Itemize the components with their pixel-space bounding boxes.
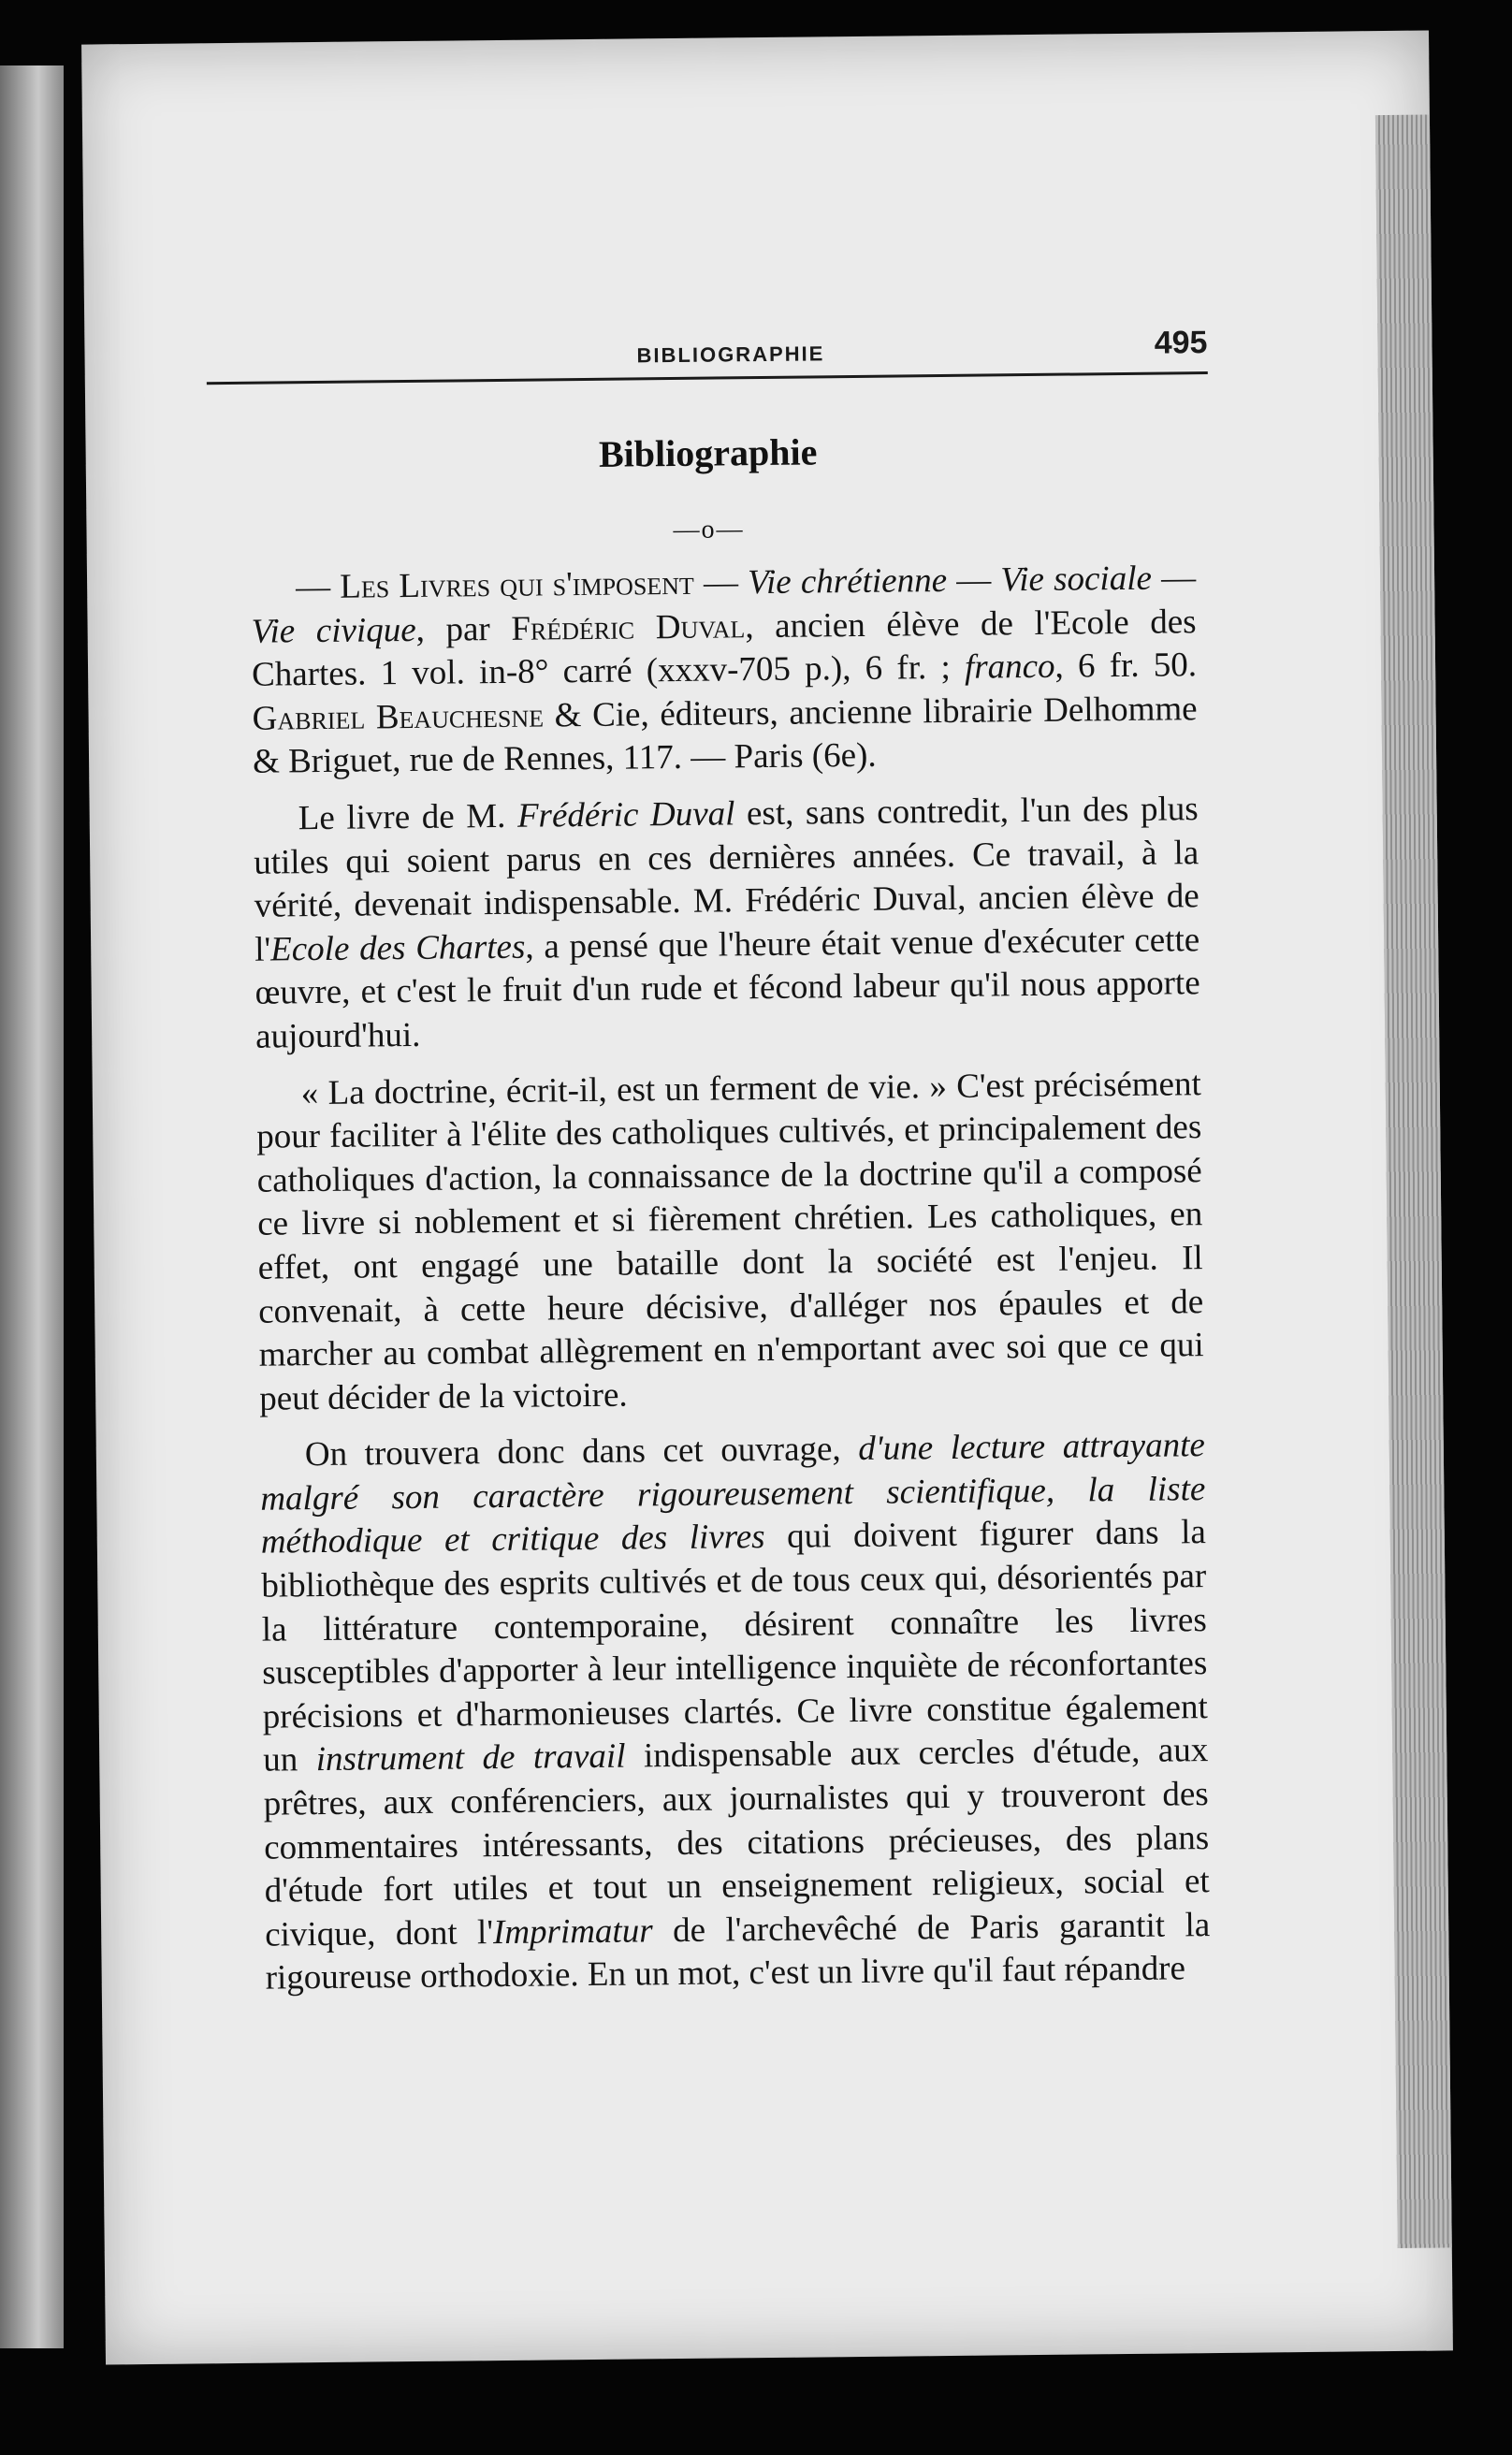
page-number: 495	[1154, 325, 1208, 361]
page-fore-edge	[1375, 115, 1452, 2248]
title-ornament: —o—	[673, 515, 745, 545]
facing-page-edge	[0, 65, 64, 2348]
page-sheet	[81, 31, 1453, 2365]
volume-title: Vie sociale	[1000, 559, 1153, 600]
review-paragraph: Le livre de M. Frédéric Duval est, sans contredit, l'un des plus utiles qui soient parus en ces dernières années. Ce travail, à la vérité, devenait indispensable. M. Frédéric Duval, ancien élève de l'Ecole des Chartes, a pensé que l'heure était venue d'exécuter cette œuvre, et c'est le fruit d'un rude et fécond labeur qu'il nous apporte aujourd'hui.	[254, 790, 1200, 1056]
running-head	[206, 315, 1208, 385]
review-text	[251, 557, 1211, 2000]
review-paragraph: On trouvera donc dans cet ouvrage, d'une lecture attrayante malgré son caractère rigoureusement scientifique, la liste méthodique et critique des livres qui doivent figurer dans la bibliothèque des esprits cultivés et de tous ceux qui, désorientés par la littérature contemporaine, désirent connaître les livres susceptibles d'apporter à leur intelligence inquiète de réconfortantes précisions et d'harmonieuses clartés. Ce livre constitue également un instrument de travail indispensable aux cercles d'étude, aux prêtres, aux conférenciers, aux journalistes qui y trouveront des commentaires intéressants, des citations précieuses, des plans d'étude fort utiles et tout un enseignement religieux, social et civique, dont l'Imprimatur de l'archevêché de Paris garantit la rigoureuse orthodoxie. En un mot, c'est un livre qu'il faut répandre	[260, 1426, 1211, 1998]
volume-title: Vie civique	[251, 610, 416, 651]
volume-title: Vie chrétienne	[747, 560, 948, 603]
running-title: BIBLIOGRAPHIE	[636, 341, 825, 368]
series-title: Les Livres qui s'imposent	[340, 563, 695, 606]
author-name: Frédéric Duval	[511, 606, 746, 648]
section-title: Bibliographie	[598, 430, 818, 475]
review-paragraph: « La doctrine, écrit-il, est un ferment de vie. » C'est précisément pour faciliter à l'élite des catholiques cultivés, et principalement des catholiques d'action, la connaissance de la doctrine qu'il a composé ce livre si noblement et si fièrement chrétien. Les catholiques, en effet, ont engagé une bataille dont la société est l'enjeu. Il convenait, à cette heure décisive, d'alléger nos épaules et de marcher au combat allègrement en n'emportant avec soi que ce qui peut décider de la victoire.	[256, 1064, 1204, 1418]
publisher-name: Gabriel Beauchesne	[252, 696, 545, 738]
book-citation-paragraph: — Les Livres qui s'imposent — Vie chrétienne — Vie sociale — Vie civique, par Frédéric Duval, ancien élève de l'Ecole des Chartes. 1 vol. in-8° carré (xxxv-705 p.), 6 fr. ; franco, 6 fr. 50. Gabriel Beauchesne & Cie, éditeurs, ancienne librairie Delhomme & Briguet, rue de Rennes, 117. — Paris (6e).	[251, 559, 1198, 782]
